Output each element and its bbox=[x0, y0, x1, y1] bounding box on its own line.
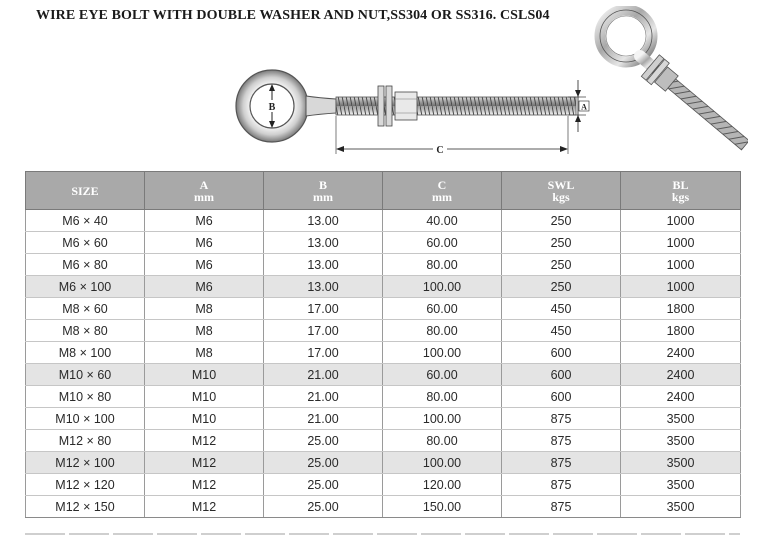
washers-and-nut bbox=[378, 86, 417, 126]
cell-bl-kgs: 1000 bbox=[621, 254, 741, 276]
cell-size: M10 × 80 bbox=[26, 386, 145, 408]
table-row bbox=[26, 320, 741, 342]
cell-c-mm: 100.00 bbox=[383, 342, 502, 364]
cell-swl-kgs: 250 bbox=[502, 254, 621, 276]
cell-c-mm: 80.00 bbox=[383, 254, 502, 276]
cell-bl-kgs: 1000 bbox=[621, 276, 741, 298]
table-row bbox=[26, 210, 741, 232]
cell-bl-kgs: 1000 bbox=[621, 232, 741, 254]
cell-swl-kgs: 250 bbox=[502, 232, 621, 254]
cell-a-mm: M8 bbox=[145, 320, 264, 342]
table-row bbox=[26, 298, 741, 320]
cell-c-mm: 100.00 bbox=[383, 408, 502, 430]
cell-swl-kgs: 875 bbox=[502, 496, 621, 518]
header-size: SIZE bbox=[26, 172, 145, 210]
header-c: C mm bbox=[383, 172, 502, 210]
table-row bbox=[26, 496, 741, 518]
table-row bbox=[26, 342, 741, 364]
cell-b-mm: 21.00 bbox=[264, 364, 383, 386]
threaded-shaft bbox=[336, 97, 576, 115]
table-header-row bbox=[26, 172, 741, 210]
cell-c-mm: 120.00 bbox=[383, 474, 502, 496]
cell-bl-kgs: 1800 bbox=[621, 320, 741, 342]
table-row bbox=[26, 474, 741, 496]
cell-bl-kgs: 1000 bbox=[621, 210, 741, 232]
cell-c-mm: 60.00 bbox=[383, 232, 502, 254]
cell-swl-kgs: 875 bbox=[502, 474, 621, 496]
cell-swl-kgs: 250 bbox=[502, 276, 621, 298]
cell-size: M12 × 120 bbox=[26, 474, 145, 496]
table-row bbox=[26, 386, 741, 408]
cell-a-mm: M8 bbox=[145, 342, 264, 364]
cell-size: M12 × 80 bbox=[26, 430, 145, 452]
cell-c-mm: 80.00 bbox=[383, 320, 502, 342]
cell-a-mm: M12 bbox=[145, 430, 264, 452]
cell-size: M12 × 150 bbox=[26, 496, 145, 518]
cell-a-mm: M6 bbox=[145, 254, 264, 276]
cell-a-mm: M10 bbox=[145, 364, 264, 386]
header-bl: BL kgs bbox=[621, 172, 741, 210]
cell-swl-kgs: 875 bbox=[502, 408, 621, 430]
cell-c-mm: 60.00 bbox=[383, 364, 502, 386]
label-b: B bbox=[268, 102, 276, 113]
cell-bl-kgs: 2400 bbox=[621, 342, 741, 364]
cell-a-mm: M6 bbox=[145, 210, 264, 232]
cell-swl-kgs: 250 bbox=[502, 210, 621, 232]
cell-swl-kgs: 600 bbox=[502, 342, 621, 364]
cell-b-mm: 21.00 bbox=[264, 408, 383, 430]
table-row bbox=[26, 232, 741, 254]
cell-b-mm: 25.00 bbox=[264, 452, 383, 474]
cell-b-mm: 17.00 bbox=[264, 298, 383, 320]
cell-size: M10 × 100 bbox=[26, 408, 145, 430]
cell-size: M12 × 100 bbox=[26, 452, 145, 474]
header-swl: SWL kgs bbox=[502, 172, 621, 210]
cell-b-mm: 25.00 bbox=[264, 496, 383, 518]
table-row bbox=[26, 408, 741, 430]
cell-c-mm: 60.00 bbox=[383, 298, 502, 320]
cell-swl-kgs: 600 bbox=[502, 364, 621, 386]
page-title: WIRE EYE BOLT WITH DOUBLE WASHER AND NUT,SS304 OR SS316. CSLS04 bbox=[36, 8, 550, 23]
table-row bbox=[26, 276, 741, 298]
cell-size: M8 × 80 bbox=[26, 320, 145, 342]
label-a: A bbox=[581, 102, 587, 112]
cell-a-mm: M8 bbox=[145, 298, 264, 320]
eye-bolt-technical-drawing bbox=[228, 66, 590, 166]
cell-bl-kgs: 3500 bbox=[621, 430, 741, 452]
cell-a-mm: M12 bbox=[145, 474, 264, 496]
cell-a-mm: M12 bbox=[145, 496, 264, 518]
cell-a-mm: M6 bbox=[145, 276, 264, 298]
cell-size: M6 × 100 bbox=[26, 276, 145, 298]
cell-b-mm: 13.00 bbox=[264, 232, 383, 254]
header-b: B mm bbox=[264, 172, 383, 210]
cell-c-mm: 150.00 bbox=[383, 496, 502, 518]
cell-b-mm: 25.00 bbox=[264, 474, 383, 496]
table-row bbox=[26, 430, 741, 452]
cell-b-mm: 17.00 bbox=[264, 320, 383, 342]
cell-swl-kgs: 875 bbox=[502, 452, 621, 474]
cell-size: M8 × 100 bbox=[26, 342, 145, 364]
cell-bl-kgs: 3500 bbox=[621, 496, 741, 518]
cell-size: M8 × 60 bbox=[26, 298, 145, 320]
cell-bl-kgs: 2400 bbox=[621, 386, 741, 408]
cell-size: M6 × 80 bbox=[26, 254, 145, 276]
table-row bbox=[26, 254, 741, 276]
cell-a-mm: M6 bbox=[145, 232, 264, 254]
cell-bl-kgs: 3500 bbox=[621, 452, 741, 474]
cell-size: M10 × 60 bbox=[26, 364, 145, 386]
cell-a-mm: M12 bbox=[145, 452, 264, 474]
cell-a-mm: M10 bbox=[145, 386, 264, 408]
cell-b-mm: 13.00 bbox=[264, 254, 383, 276]
table-row bbox=[26, 452, 741, 474]
cell-bl-kgs: 3500 bbox=[621, 474, 741, 496]
cell-c-mm: 80.00 bbox=[383, 386, 502, 408]
cell-swl-kgs: 875 bbox=[502, 430, 621, 452]
cell-bl-kgs: 2400 bbox=[621, 364, 741, 386]
cell-b-mm: 13.00 bbox=[264, 210, 383, 232]
footer-divider bbox=[25, 533, 740, 535]
dimension-c bbox=[336, 116, 568, 156]
cell-b-mm: 25.00 bbox=[264, 430, 383, 452]
cell-bl-kgs: 1800 bbox=[621, 298, 741, 320]
cell-a-mm: M10 bbox=[145, 408, 264, 430]
cell-bl-kgs: 3500 bbox=[621, 408, 741, 430]
cell-b-mm: 13.00 bbox=[264, 276, 383, 298]
cell-swl-kgs: 450 bbox=[502, 320, 621, 342]
cell-swl-kgs: 450 bbox=[502, 298, 621, 320]
cell-c-mm: 100.00 bbox=[383, 276, 502, 298]
cell-c-mm: 80.00 bbox=[383, 430, 502, 452]
cell-size: M6 × 60 bbox=[26, 232, 145, 254]
cell-size: M6 × 40 bbox=[26, 210, 145, 232]
cell-b-mm: 17.00 bbox=[264, 342, 383, 364]
eye-ring bbox=[236, 70, 336, 142]
eye-bolt-product-photo bbox=[588, 6, 748, 168]
table-row bbox=[26, 364, 741, 386]
cell-swl-kgs: 600 bbox=[502, 386, 621, 408]
header-a: A mm bbox=[145, 172, 264, 210]
label-c: C bbox=[436, 145, 444, 156]
cell-c-mm: 40.00 bbox=[383, 210, 502, 232]
cell-c-mm: 100.00 bbox=[383, 452, 502, 474]
cell-b-mm: 21.00 bbox=[264, 386, 383, 408]
specification-table bbox=[25, 171, 741, 518]
